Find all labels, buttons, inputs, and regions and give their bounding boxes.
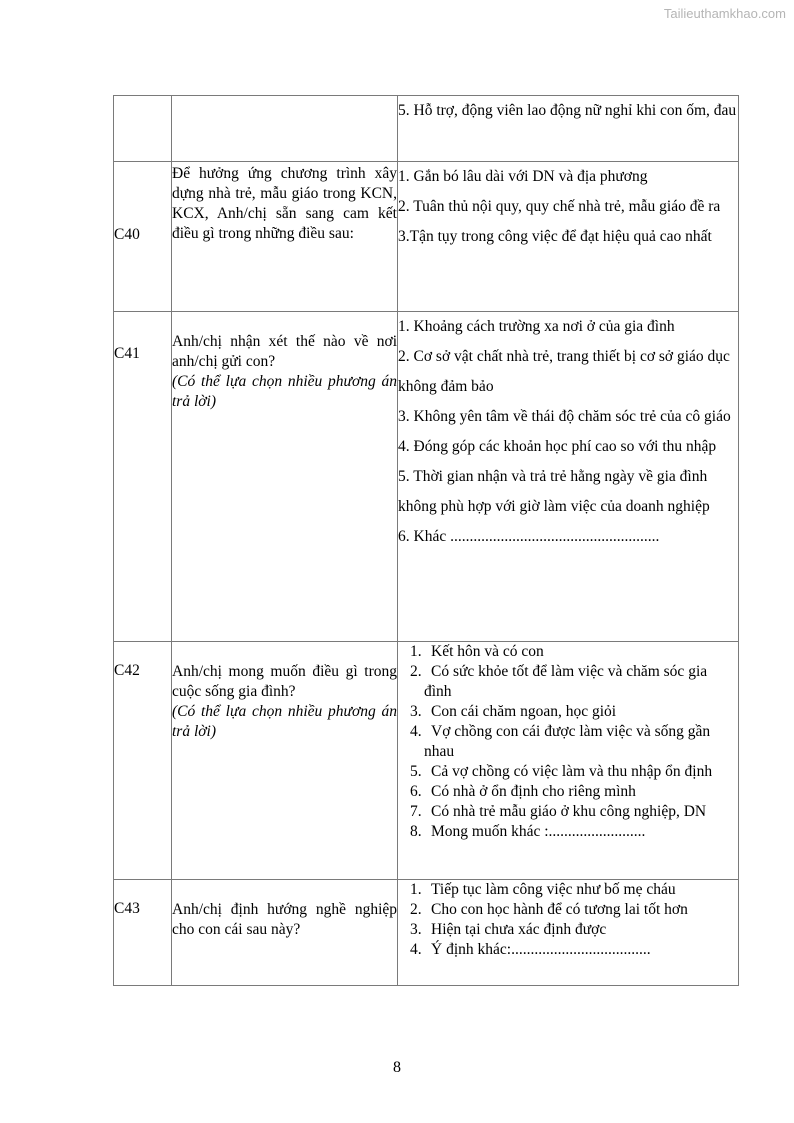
question-code: C40 [114, 226, 140, 243]
answer-option: 3. Con cái chăm ngoan, học giỏi [410, 703, 617, 720]
question-code: C43 [114, 900, 140, 917]
question-text-cell [172, 312, 398, 642]
answer-option: 2. Tuân thủ nội quy, quy chế nhà trẻ, mẫu giáo đề ra [398, 198, 721, 215]
survey-table [113, 95, 739, 986]
question-text-cell [172, 642, 398, 880]
answer-option: 4. Vợ chồng con cái được làm việc và sống gần nhau [410, 723, 711, 760]
answer-option: 3.Tận tụy trong công việc để đạt hiệu quả cao nhất [398, 228, 712, 245]
answer-option: 5. Hỗ trợ, động viên lao động nữ nghỉ khi con ốm, đau [398, 102, 737, 119]
answer-list [398, 642, 738, 842]
question-code-cell [114, 96, 172, 162]
answer-option: 4. Ý định khác:.................................... [410, 941, 651, 958]
answer-option: 2. Có sức khỏe tốt để làm việc và chăm sóc gia đình [410, 663, 708, 700]
question-code-cell [114, 642, 172, 880]
answer-options-cell [398, 162, 739, 312]
table-row [114, 96, 739, 162]
answer-option: 1. Khoảng cách trường xa nơi ở của gia đình [398, 318, 675, 335]
table-row [114, 162, 739, 312]
question-code-cell [114, 312, 172, 642]
question-code: C41 [114, 345, 140, 362]
watermark-text: Tailieuthamkhao.com [663, 6, 786, 21]
answer-option: 2. Cơ sở vật chất nhà trẻ, trang thiết bị cơ sở giáo dục không đảm bảo [398, 348, 730, 395]
answer-options-cell [398, 642, 739, 880]
table-row [114, 312, 739, 642]
answer-option: 4. Đóng góp các khoản học phí cao so với thu nhập [398, 438, 717, 455]
table-row [114, 880, 739, 986]
question-note: (Có thể lựa chọn nhiều phương án trả lời) [172, 373, 397, 410]
answer-options-cell [398, 96, 739, 162]
question-text: Anh/chị mong muốn điều gì trong cuộc sống gia đình? [172, 663, 397, 700]
answer-option: 5. Thời gian nhận và trả trẻ hằng ngày về gia đình không phù hợp với giờ làm việc của doanh nghiệp [398, 468, 710, 515]
answer-option: 8. Mong muốn khác :......................... [410, 823, 646, 840]
question-text-cell [172, 96, 398, 162]
answer-option: 3. Không yên tâm về thái độ chăm sóc trẻ của cô giáo [398, 408, 731, 425]
question-text: Anh/chị nhận xét thế nào về nơi anh/chị gửi con? [172, 333, 397, 370]
answer-options-cell [398, 312, 739, 642]
answer-option: 2. Cho con học hành để có tương lai tốt hơn [410, 901, 688, 918]
answer-option: 6. Có nhà ở ổn định cho riêng mình [410, 783, 636, 800]
answer-option: 3. Hiện tại chưa xác định được [410, 921, 607, 938]
table-row [114, 642, 739, 880]
answer-list [398, 880, 738, 960]
question-code: C42 [114, 662, 140, 679]
question-text-cell [172, 162, 398, 312]
answer-option: 1. Gắn bó lâu dài với DN và địa phương [398, 168, 648, 185]
page-number: 8 [393, 1059, 401, 1076]
question-note: (Có thể lựa chọn nhiều phương án trả lời) [172, 703, 397, 740]
answer-option: 6. Khác ...................................................... [398, 528, 660, 545]
question-text-cell [172, 880, 398, 986]
answer-option: 7. Có nhà trẻ mẫu giáo ở khu công nghiệp, DN [410, 803, 707, 820]
question-code-cell [114, 162, 172, 312]
answer-option: 1. Tiếp tục làm công việc như bố mẹ cháu [410, 881, 676, 898]
question-code-cell [114, 880, 172, 986]
answer-option: 1. Kết hôn và có con [410, 643, 544, 660]
answer-options-cell [398, 880, 739, 986]
question-text: Để hưởng ứng chương trình xây dựng nhà trẻ, mẫu giáo trong KCN, KCX, Anh/chị sẵn sang cam kết điều gì trong những điều sau: [172, 165, 397, 242]
answer-option: 5. Cả vợ chồng có việc làm và thu nhập ổn định [410, 763, 713, 780]
question-text: Anh/chị định hướng nghề nghiệp cho con cái sau này? [172, 901, 397, 938]
